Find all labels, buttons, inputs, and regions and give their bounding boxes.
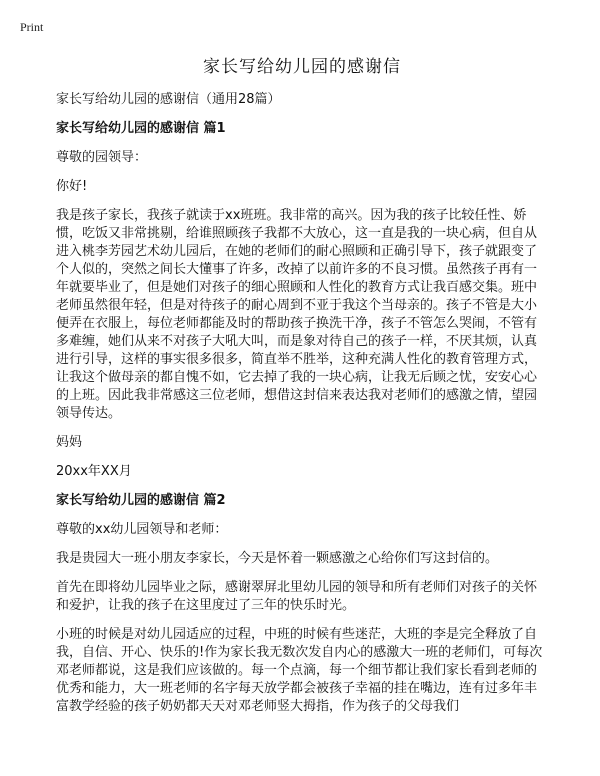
section-2-paragraph: 首先在即将幼儿园毕业之际，感谢翠屏北里幼儿园的领导和所有老师们对孩子的关怀和爱护，让我的孩子在这里度过了三年的快乐时光。 (56, 580, 538, 613)
section-2-greeting: 尊敬的xx幼儿园领导和老师： (56, 522, 228, 537)
section-2-paragraph: 我是贵园大一班小朋友李家长，今天是怀着一颗感激之心给你们写这封信的。 (56, 551, 499, 566)
section-1-date: 20xx年XX月 (56, 464, 132, 479)
print-link[interactable]: Print (20, 20, 44, 34)
section-1-signature: 妈妈 (56, 435, 83, 450)
document-body (56, 52, 548, 727)
section-1-greeting: 尊敬的园领导： (56, 150, 148, 165)
section-2-paragraph: 小班的时候是对幼儿园适应的过程，中班的时候有些迷茫，大班的李是完全释放了自我，自信、开心、快乐的!作为家长我无数次发自内心的感激大一班的老师们，可每次邓老师都说，这是我们应该做的。每一个点滴，每一个细节都让我们家长看到老师的优秀和能力，大一班老师的名字每天放学都会被孩子幸福的挂在嘴边，连有过多年丰富教学经验的孩子奶奶都天天对邓老师竖大拇指，作为孩子的父母我们 (56, 627, 543, 714)
section-heading-1: 家长写给幼儿园的感谢信 篇1 (56, 121, 226, 136)
section-1-hello: 你好! (56, 179, 88, 194)
section-heading-2: 家长写给幼儿园的感谢信 篇2 (56, 493, 226, 508)
section-1-body: 我是孩子家长，我孩子就读于xx班班。我非常的高兴。因为我的孩子比较任性、娇惯，吃饭又非常挑剔，给谁照顾孩子我都不大放心，这一直是我的一块心病，但自从进入桃李芳园艺术幼儿园后，在她的老师们的耐心照顾和正确引导下，孩子就跟变了个人似的，突然之间长大懂事了许多，改掉了以前许多的不良习惯。虽然孩子再有一年就要毕业了，但是她们对孩子的细心照顾和人性化的教育方式让我百感交集。班中老师虽然很年轻，但是对待孩子的耐心周到不亚于我这个当母亲的。孩子不管是大小便弄在衣服上，每位老师都能及时的帮助孩子换洗干净，孩子不管怎么哭闹，不管有多难缠，她们从来不对孩子大吼大叫，而是象对待自己的孩子一样，不厌其烦，认真进行引导，这样的事实很多很多，简直举不胜举，这种充满人性化的教育管理方式，让我这个做母亲的都自愧不如，它去掉了我的一块心病，让我无后顾之忧，安安心心的上班。因此我非常感这三位老师，想借这封信来表达我对老师们的感激之情，望园领导传达。 (56, 208, 538, 421)
page-title: 家长写给幼儿园的感谢信 (203, 57, 401, 77)
document-subtitle: 家长写给幼儿园的感谢信（通用28篇） (56, 92, 281, 107)
